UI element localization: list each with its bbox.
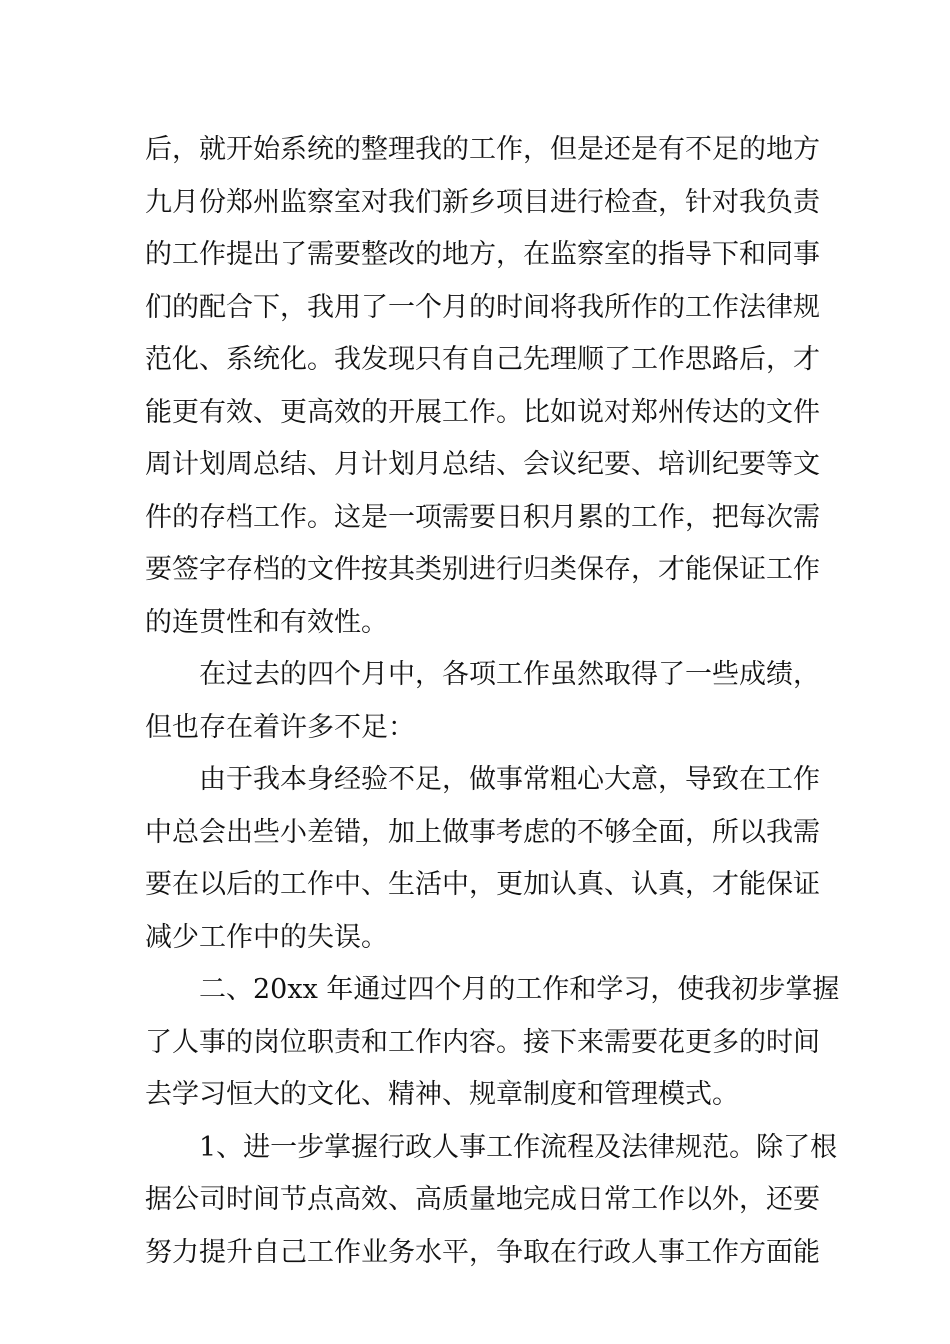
paragraph-start-line: 二、20xx 年通过四个月的工作和学习，使我初步掌握 [199,974,840,1005]
text-line: 九月份郑州监察室对我们新乡项目进行检查，针对我负责 [145,186,820,218]
text-line: 们的配合下，我用了一个月的时间将我所作的工作法律规 [145,291,820,323]
text-line: 了人事的岗位职责和工作内容。接下来需要花更多的时间 [145,1026,820,1058]
text-line: 减少工作中的失误。 [145,921,388,953]
text-line: 件的存档工作。这是一项需要日积月累的工作，把每次需 [145,501,820,533]
text-line: 努力提升自己工作业务水平，争取在行政人事工作方面能 [145,1236,820,1268]
paragraph-start-line: 由于我本身经验不足，做事常粗心大意，导致在工作 [199,764,820,795]
text-line: 中总会出些小差错，加上做事考虑的不够全面，所以我需 [145,816,820,848]
text-line: 但也存在着许多不足： [145,711,415,743]
text-line: 去学习恒大的文化、精神、规章制度和管理模式。 [145,1079,739,1110]
text-line: 周计划周总结、月计划月总结、会议纪要、培训纪要等文 [145,449,820,480]
text-line: 范化、系统化。我发现只有自己先理顺了工作思路后，才 [145,344,820,375]
text-line: 能更有效、更高效的开展工作。比如说对郑州传达的文件 [145,396,820,428]
document-body [145,124,840,1279]
text-line: 的工作提出了需要整改的地方，在监察室的指导下和同事 [145,239,820,270]
text-line: 后，就开始系统的整理我的工作，但是还是有不足的地方 [145,134,820,165]
paragraph-start-line: 1、进一步掌握行政人事工作流程及法律规范。除了根 [199,1131,838,1163]
text-line: 据公司时间节点高效、高质量地完成日常工作以外，还要 [145,1184,820,1215]
text-line: 要在以后的工作中、生活中，更加认真、认真，才能保证 [145,869,820,900]
text-line: 要签字存档的文件按其类别进行归类保存，才能保证工作 [145,554,820,585]
paragraph-start-line: 在过去的四个月中，各项工作虽然取得了一些成绩， [199,659,820,690]
text-line: 的连贯性和有效性。 [145,606,388,638]
